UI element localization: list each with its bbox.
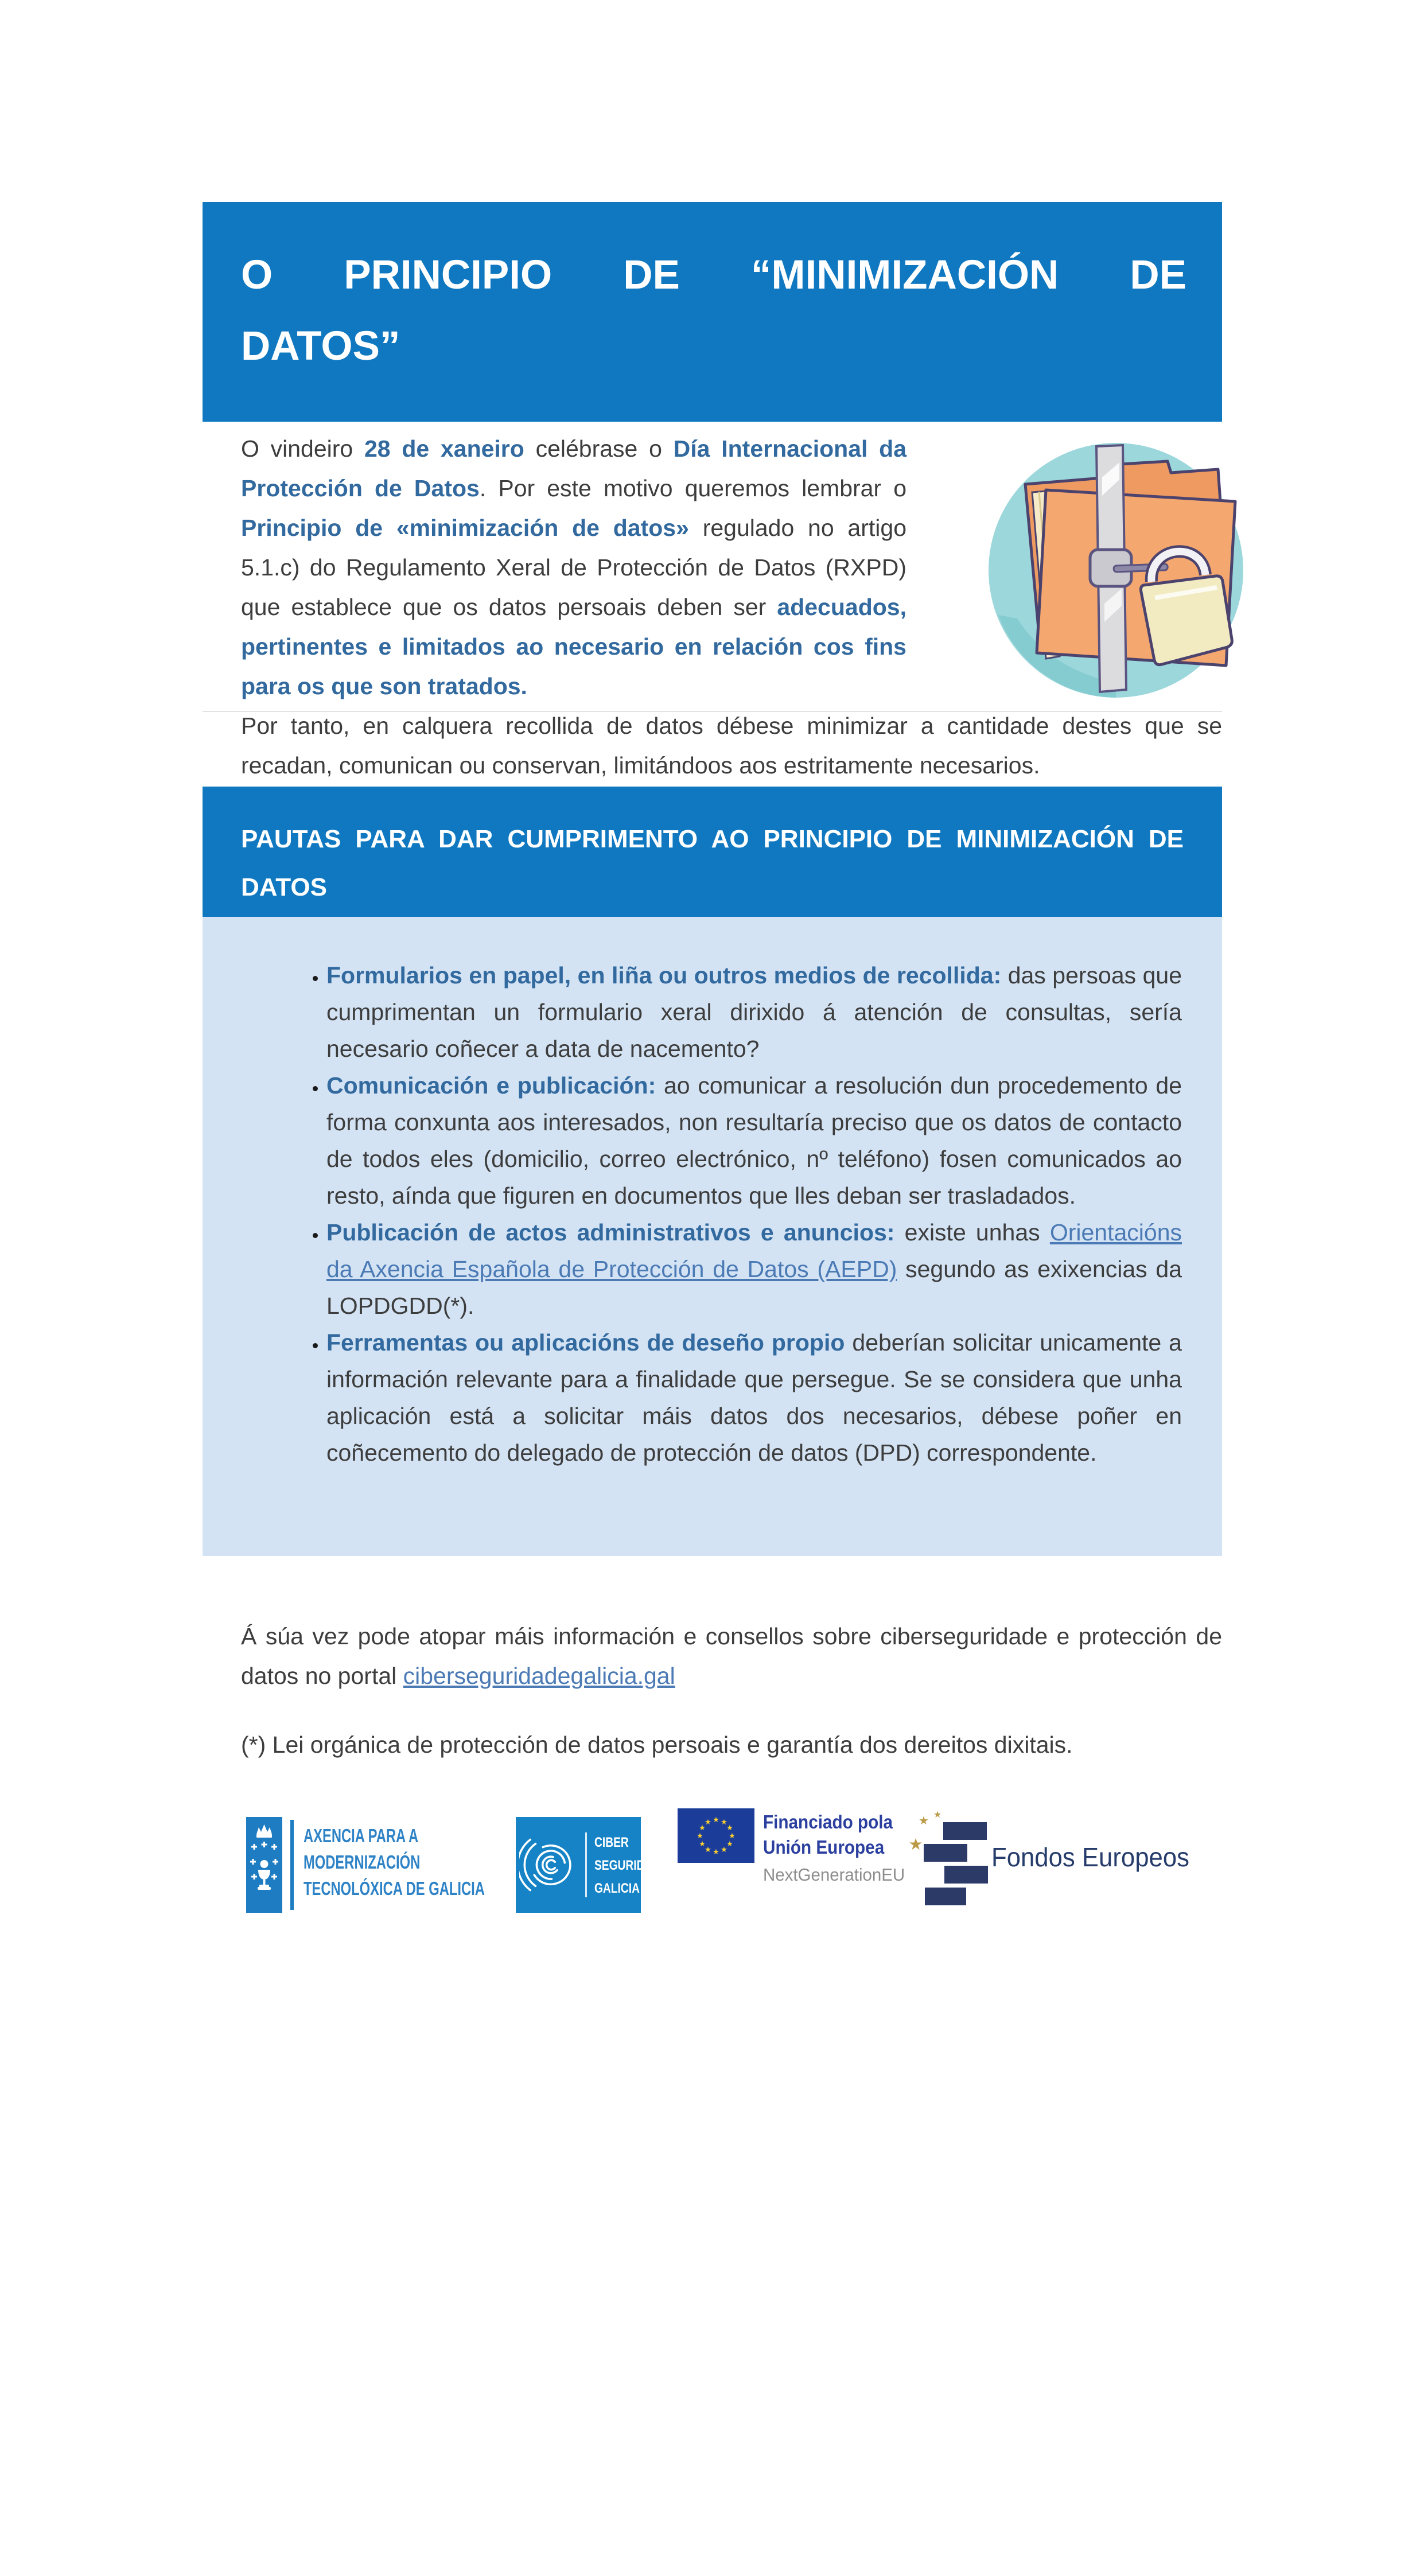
intro-highlight: Día Internacional da Protección de Datos	[241, 435, 907, 501]
fondos-europeos-logo	[906, 1801, 1239, 1910]
amtega-wordmark	[304, 1823, 485, 1902]
svg-text:★: ★	[919, 1814, 929, 1827]
ciberseguridade-logo	[516, 1817, 668, 1913]
svg-text:★: ★	[697, 1832, 703, 1840]
eu-funding-line: Financiado pola	[763, 1811, 893, 1832]
intro-text: . Por este motivo queremos lembrar o	[479, 475, 907, 501]
more-info-text: Á súa vez pode atopar máis información e consellos sobre ciberseguridade e protección de datos no portal	[241, 1623, 1222, 1689]
intro-text: regulado no artigo 5.1.c) do Regulamento Xeral de Protección de Datos (RXPD) que establece que os datos persoais deben ser	[241, 515, 906, 620]
svg-text:★: ★	[713, 1848, 719, 1857]
bullet-text: deberían solicitar unicamente a información relevante para a finalidade que persegue. Se se considera que unha aplicación está a solicitar máis datos dos necesarios, débese poñer en coñecemento do delegado de protección de datos (DPD) correspondente.	[326, 1329, 1182, 1466]
bullet-lead: Publicación de actos administrativos e anuncios:	[326, 1219, 895, 1246]
svg-text:★: ★	[729, 1832, 736, 1840]
bullet-text: segundo as exixencias da LOPDGDD(*).	[326, 1256, 1182, 1319]
guidelines-list	[203, 957, 1182, 1471]
title-banner	[203, 202, 1222, 422]
amtega-line: TECNOLÓXICA DE GALICIA	[304, 1878, 485, 1899]
amtega-line: AXENCIA PARA A	[304, 1825, 419, 1846]
svg-text:★: ★	[699, 1840, 706, 1849]
ciberseguridade-emblem-icon	[519, 1827, 580, 1902]
bullet-lead: Ferramentas ou aplicacións de deseño propio	[326, 1329, 845, 1356]
list-item	[326, 1324, 1182, 1471]
intro-highlight: Principio de «minimización de datos»	[241, 515, 689, 541]
list-item	[326, 1214, 1182, 1324]
pautas-title-line2: DATOS	[241, 873, 327, 901]
pautas-banner	[203, 787, 1222, 917]
pautas-title-line1: PAUTAS PARA DAR CUMPRIMENTO AO PRINCIPIO DE MINIMIZACIÓN DE	[241, 825, 1184, 853]
svg-text:★: ★	[933, 1809, 942, 1820]
ciber-line: SEGURIDADE	[594, 1858, 668, 1873]
guidelines-panel	[203, 917, 1222, 1556]
amtega-line: MODERNIZACIÓN	[304, 1851, 421, 1873]
list-item	[326, 1067, 1182, 1214]
aepd-link[interactable]: Orientacións da Axencia Española de Protección de Datos (AEPD)	[326, 1219, 1182, 1282]
fondos-europeos-label: Fondos Europeos	[991, 1842, 1189, 1872]
eu-funding-text	[763, 1810, 893, 1860]
page-title-line1: O PRINCIPIO DE “MINIMIZACIÓN DE	[241, 252, 1186, 298]
svg-text:★: ★	[726, 1840, 733, 1849]
intro-highlight: 28 de xaneiro	[364, 435, 524, 462]
amtega-separator	[290, 1820, 294, 1910]
amtega-logo	[246, 1817, 499, 1913]
svg-text:★: ★	[908, 1835, 923, 1854]
xunta-crest-icon	[246, 1817, 282, 1913]
bullet-lead: Formularios en papel, en liña ou outros medios de recollida:	[326, 962, 1002, 989]
portal-link[interactable]: ciberseguridadegalicia.gal	[403, 1663, 675, 1689]
more-info-paragraph	[241, 1617, 1222, 1696]
nextgeneration-label: NextGenerationEU	[763, 1865, 905, 1885]
bullet-text: ao comunicar a resolución dun procedemento de forma conxunta aos interesados, non resultaría preciso que os datos de contacto de todos eles (domicilio, correo electrónico, nº teléfono) fosen comunicados ao resto, aínda que figuren en documentos que lles deban ser trasladados.	[326, 1072, 1182, 1209]
svg-text:★: ★	[726, 1824, 733, 1832]
ciber-wordmark	[594, 1831, 668, 1900]
intro-text: O vindeiro	[241, 435, 364, 462]
list-item	[326, 957, 1182, 1067]
svg-text:★: ★	[705, 1846, 711, 1854]
svg-text:★: ★	[721, 1846, 727, 1854]
bullet-text: das persoas que cumprimentan un formulario xeral dirixido á atención de consultas, sería necesario coñecer a data de nacemento?	[326, 962, 1182, 1062]
eu-funding-line: Unión Europea	[763, 1836, 885, 1858]
summary-paragraph: Por tanto, en calquera recollida de datos débese minimizar a cantidade destes que se recadan, comunican ou conservan, limitándoos aos estritamente necesarios.	[241, 713, 1222, 779]
svg-text:★: ★	[705, 1818, 711, 1827]
ciber-separator	[585, 1832, 587, 1897]
footnote: (*) Lei orgánica de protección de datos persoais e garantía dos dereitos dixitais.	[241, 1731, 1073, 1758]
bullet-text: existe unhas	[894, 1219, 1050, 1246]
bullet-lead: Comunicación e publicación:	[326, 1072, 656, 1099]
divider-line	[203, 711, 1222, 712]
page-title-line2: DATOS”	[241, 324, 400, 369]
svg-text:★: ★	[699, 1824, 706, 1832]
xunta-crest-box	[246, 1817, 282, 1913]
fondos-europeos-icon	[906, 1801, 990, 1908]
eu-flag-icon	[678, 1808, 754, 1863]
svg-text:★: ★	[721, 1818, 727, 1827]
ciber-line: CIBER	[594, 1835, 629, 1850]
svg-text:★: ★	[713, 1816, 719, 1824]
intro-highlight: adecuados, pertinentes e limitados ao necesario en relación cos fins para os que son tratados.	[241, 594, 906, 699]
intro-text: celébrase o	[524, 435, 674, 462]
ciber-line: GALICIA	[594, 1881, 640, 1896]
folder-padlock-illustration	[972, 437, 1248, 698]
